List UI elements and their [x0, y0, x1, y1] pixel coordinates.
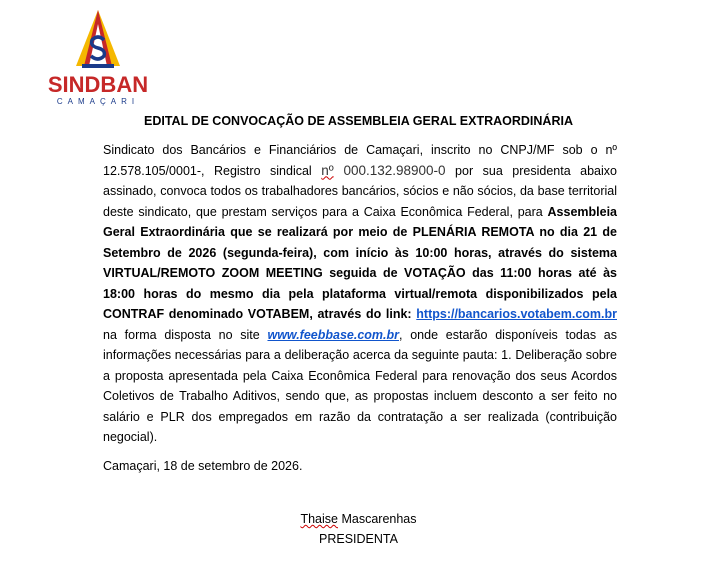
body-text-2: por sua presidenta abaixo assinado, convoca todos os trabalhadores bancários, sócios e não sócios, da base territorial deste sindicato, que prestam serviços para a Caixa Econômica Federal, para	[103, 163, 617, 219]
logo-city: CAMAÇARI	[56, 97, 140, 106]
signature-last-name: Mascarenhas	[338, 512, 417, 526]
document-title: EDITAL DE CONVOCAÇÃO DE ASSEMBLEIA GERAL EXTRAORDINÁRIA	[144, 114, 573, 128]
assembly-details: Assembleia Geral Extraordinária que se realizará por meio de PLENÁRIA REMOTA no dia 21 de Setembro de 2026 (segunda-feira), com início às 10:00 horas, através do sistema VIRTUAL/REMOTO ZOOM MEETING seguida de VOTAÇÃO das 11:00 horas até às 18:00 horas do mesmo dia pela plataforma virtual/remota disponibilizados pela CONTRAF denominado VOTABEM, através do link:	[103, 204, 617, 321]
body-text-1: Sindicato dos Bancários e Financiários de Camaçari, inscrito no CNPJ/MF sob o nº 12.578.105/0001-, Registro sindical	[103, 143, 617, 178]
date-line: Camaçari, 18 de setembro de 2026.	[103, 459, 303, 473]
signature-first-name: Thaise	[300, 512, 338, 526]
sindban-logo	[46, 8, 150, 104]
signature-role: PRESIDENTA	[319, 532, 398, 546]
body-paragraph	[103, 140, 617, 448]
body-text-4: , onde estarão disponíveis todas as informações necessárias para a deliberação acerca da seguinte pauta: 1. Deliberação sobre a proposta apresentada pela Caixa Econômica Federal para renovação dos seus Acordos Coletivos de Trabalho Aditivos, sendo que, as propostas incluem desconto a ser feito no salário e PLR dos empregados em razão da contratação a ser realizada (contribuição negocial).	[103, 327, 618, 444]
signature-name	[0, 512, 717, 526]
logo-emblem-icon	[72, 8, 124, 72]
registry-number: 000.132.98900-0	[333, 162, 446, 178]
registry-prefix: nº	[321, 162, 334, 178]
document-body	[103, 140, 617, 448]
votabem-link[interactable]: https://bancarios.votabem.com.br	[416, 307, 617, 321]
feebbase-link[interactable]: www.feebbase.com.br	[267, 327, 400, 342]
body-text-3: na forma disposta no site	[103, 327, 268, 342]
logo-name: SINDBAN	[47, 72, 149, 97]
